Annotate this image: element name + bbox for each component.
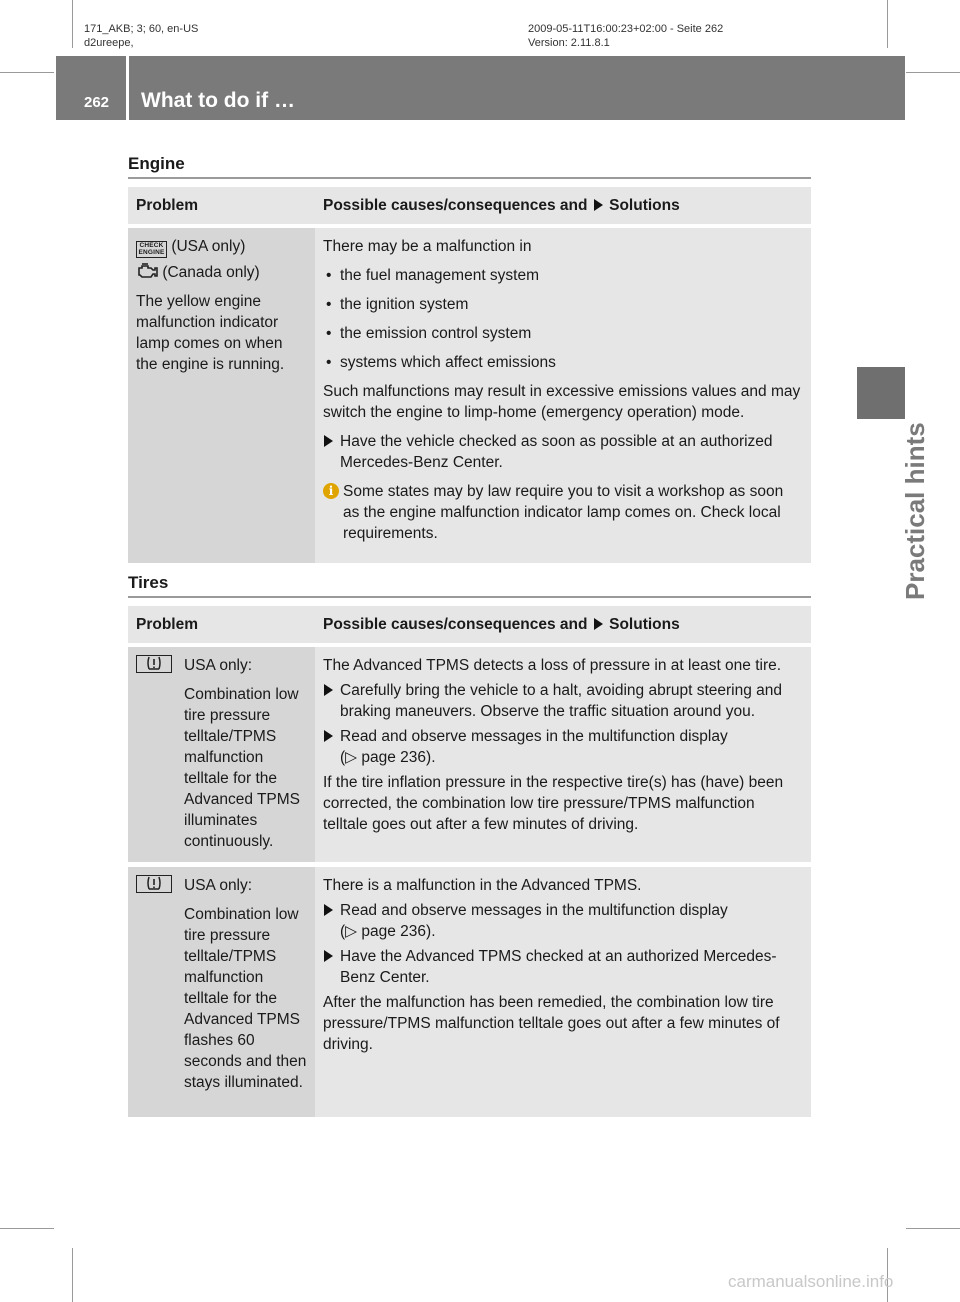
chapter-header xyxy=(129,56,905,120)
problem-description: Combination low tire pressure telltale/TPMS malfunction telltale for the Advanced TPMS illuminates continuously. xyxy=(184,686,301,850)
tpms-warning-icon xyxy=(136,875,172,893)
col-header-solutions xyxy=(315,606,811,645)
consequence-text: Such malfunctions may result in excessive emissions values and may switch the engine to limp-home (emergency operation) mode. xyxy=(323,383,801,421)
col-header-solutions xyxy=(315,187,811,226)
action-step-text: Read and observe messages in the multifunction display xyxy=(340,728,728,745)
problem-icon-column xyxy=(136,655,184,852)
check-engine-icon: CHECK ENGINE xyxy=(136,241,167,258)
crop-mark xyxy=(72,0,73,48)
table-header-row xyxy=(128,606,811,645)
action-step xyxy=(323,726,803,768)
tires-table xyxy=(128,606,811,1117)
solution-cell xyxy=(315,645,811,865)
action-step xyxy=(323,680,803,722)
problem-block xyxy=(136,655,307,852)
crop-mark xyxy=(0,1228,54,1229)
table-row xyxy=(128,226,811,563)
problem-icon-column xyxy=(136,875,184,1093)
problem-description: Combination low tire pressure telltale/TPMS malfunction telltale for the Advanced TPMS flashes 60 seconds and then stays illuminated. xyxy=(184,906,307,1091)
crop-mark xyxy=(906,1228,960,1229)
print-meta-job: 171_AKB; 3; 60, en-US xyxy=(84,23,199,35)
print-meta-timestamp: 2009-05-11T16:00:23+02:00 - Seite 262 xyxy=(528,23,724,35)
crop-mark xyxy=(906,72,960,73)
usa-only-label: USA only: xyxy=(184,877,253,894)
print-meta-right xyxy=(528,22,723,50)
canada-only-label: (Canada only) xyxy=(162,263,260,281)
footer-watermark: carmanualsonline.info xyxy=(728,1272,894,1291)
tpms-warning-icon xyxy=(136,655,172,673)
usa-only-label: (USA only) xyxy=(171,238,246,255)
col-header-problem: Problem xyxy=(128,187,315,226)
action-step xyxy=(323,946,803,988)
action-arrow-icon xyxy=(594,199,603,211)
engine-table xyxy=(128,187,811,563)
page-number-box xyxy=(56,56,126,120)
action-arrow-icon xyxy=(324,435,333,447)
section-rule xyxy=(128,596,811,598)
section-title-tires: Tires xyxy=(128,573,169,592)
cause-intro: There may be a malfunction in xyxy=(323,238,532,255)
col-header-solutions-suffix: Solutions xyxy=(609,197,680,214)
section-rule xyxy=(128,177,811,179)
engine-symbol-line xyxy=(136,262,307,283)
print-meta-version: Version: 2.11.8.1 xyxy=(528,37,610,49)
problem-cell xyxy=(128,226,315,563)
problem-text-column xyxy=(184,655,307,852)
cause-intro: There is a malfunction in the Advanced TPMS. xyxy=(323,877,642,894)
engine-symbol-icon xyxy=(136,263,158,280)
print-meta-left xyxy=(84,22,198,50)
info-icon: i xyxy=(323,483,339,499)
print-meta-user: d2ureepe, xyxy=(84,37,134,49)
usa-only-label: USA only: xyxy=(184,657,253,674)
action-step-text: Carefully bring the vehicle to a halt, avoiding abrupt steering and braking maneuvers. Observe the traffic situation around you. xyxy=(340,682,783,720)
outcome-text: After the malfunction has been remedied, the combination low tire pressure/TPMS malfunction telltale goes out after a few minutes of driving. xyxy=(323,994,780,1053)
solution-cell xyxy=(315,865,811,1117)
page-number: 262 xyxy=(84,94,110,111)
table-header-row xyxy=(128,187,811,226)
list-item: • systems which affect emissions xyxy=(323,352,803,373)
chapter-title: What to do if … xyxy=(141,89,295,112)
problem-text-column xyxy=(184,875,307,1093)
table-row xyxy=(128,865,811,1117)
side-tab-marker xyxy=(857,367,905,419)
cause-intro: The Advanced TPMS detects a loss of pressure in at least one tire. xyxy=(323,657,782,674)
action-arrow-icon xyxy=(324,684,333,696)
action-arrow-icon xyxy=(324,904,333,916)
side-tab-label: Practical hints xyxy=(900,422,930,600)
crop-mark xyxy=(0,72,54,73)
action-arrow-icon xyxy=(594,618,603,630)
action-step xyxy=(323,431,803,473)
problem-block xyxy=(136,875,307,1093)
problem-cell xyxy=(128,865,315,1117)
crop-mark xyxy=(887,0,888,48)
action-step-text: Have the Advanced TPMS checked at an authorized Mercedes-Benz Center. xyxy=(340,948,777,986)
check-engine-line xyxy=(136,236,307,258)
info-note xyxy=(323,481,803,544)
action-arrow-icon xyxy=(324,730,333,742)
section-title-engine: Engine xyxy=(128,154,185,173)
action-arrow-icon xyxy=(324,950,333,962)
col-header-solutions-text: Possible causes/consequences and xyxy=(323,197,588,214)
page-reference: (▷ page 236). xyxy=(340,749,436,766)
solution-cell xyxy=(315,226,811,563)
list-item: • the fuel management system xyxy=(323,265,803,286)
col-header-solutions-text: Possible causes/consequences and xyxy=(323,616,588,633)
action-step xyxy=(323,900,803,942)
outcome-text: If the tire inflation pressure in the respective tire(s) has (have) been corrected, the combination low tire pressure/TPMS malfunction telltale goes out after a few minutes of driving. xyxy=(323,774,784,833)
action-step-text: Have the vehicle checked as soon as possible at an authorized Mercedes-Benz Center. xyxy=(340,433,773,471)
col-header-solutions-suffix: Solutions xyxy=(609,616,680,633)
problem-description: The yellow engine malfunction indicator lamp comes on when the engine is running. xyxy=(136,292,285,373)
problem-cell xyxy=(128,645,315,865)
col-header-problem: Problem xyxy=(128,606,315,645)
table-row xyxy=(128,645,811,865)
action-step-text: Read and observe messages in the multifunction display xyxy=(340,902,728,919)
list-item: • the ignition system xyxy=(323,294,803,315)
list-item: • the emission control system xyxy=(323,323,803,344)
crop-mark xyxy=(72,1248,73,1302)
info-note-text: Some states may by law require you to visit a workshop as soon as the engine malfunction indicator lamp comes on. Check local requirements. xyxy=(343,483,784,542)
page-reference: (▷ page 236). xyxy=(340,923,436,940)
